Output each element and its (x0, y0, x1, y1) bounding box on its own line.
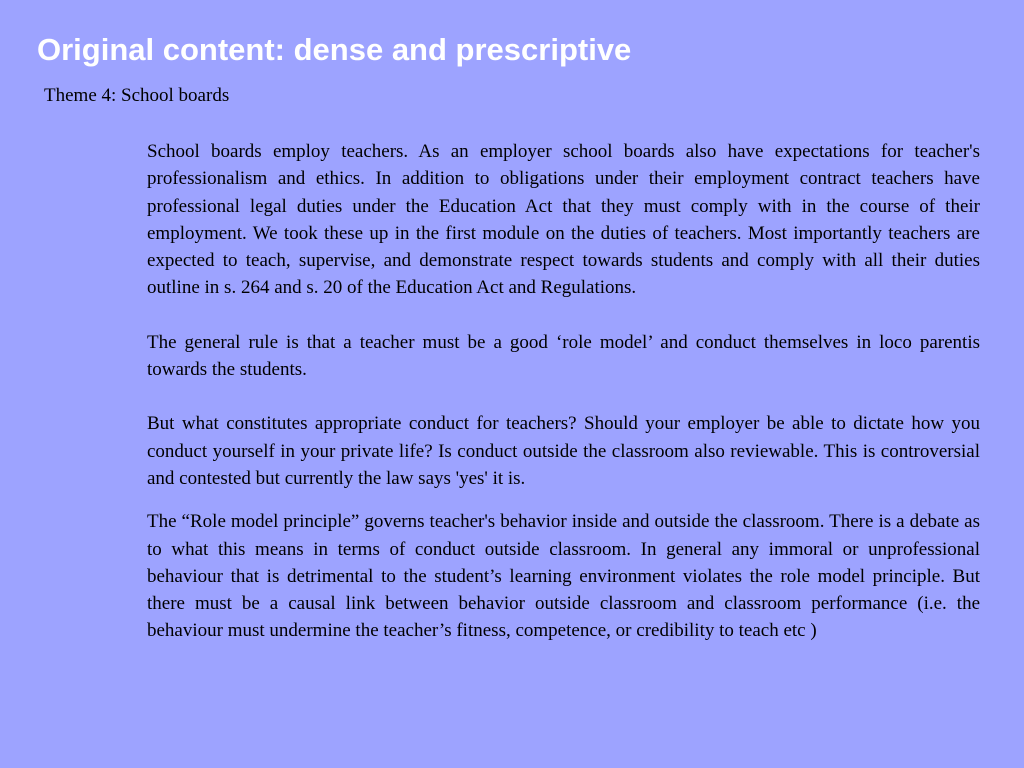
paragraph-appropriate-conduct: But what constitutes appropriate conduct for teachers? Should your employer be able to dictate how you conduct yourself in your private life? Is conduct outside the classroom also reviewable. This is controversial and contested but currently the law says 'yes' it is. (147, 413, 980, 489)
paragraph-role-model-rule: The general rule is that a teacher must be a good ‘role model’ and conduct themselves in loco parentis towards the students. (147, 331, 980, 381)
slide-subtitle: Theme 4: School boards (44, 85, 230, 106)
paragraph-role-model-principle: The “Role model principle” governs teacher's behavior inside and outside the classroom. There is a debate as to what this means in terms of conduct outside classroom. In general any immoral or unprofessional behaviour that is detrimental to the student’s learning environment violates the role model principle. But there must be a causal link between behavior outside classroom and classroom performance (i.e. the behaviour must undermine the teacher’s fitness, competence, or credibility to teach etc ) (147, 511, 980, 642)
paragraph-school-boards: School boards employ teachers. As an employer school boards also have expectations for teacher's professionalism and ethics. In addition to obligations under their employment contract teachers have professional legal duties under the Education Act that they must comply with in the course of their employment. We took these up in the first module on the duties of teachers. Most importantly teachers are expected to teach, supervise, and demonstrate respect towards students and comply with all their duties outline in s. 264 and s. 20 of the Education Act and Regulations. (147, 141, 980, 299)
slide-title: Original content: dense and prescriptive (37, 32, 632, 67)
slide-body (147, 138, 980, 645)
